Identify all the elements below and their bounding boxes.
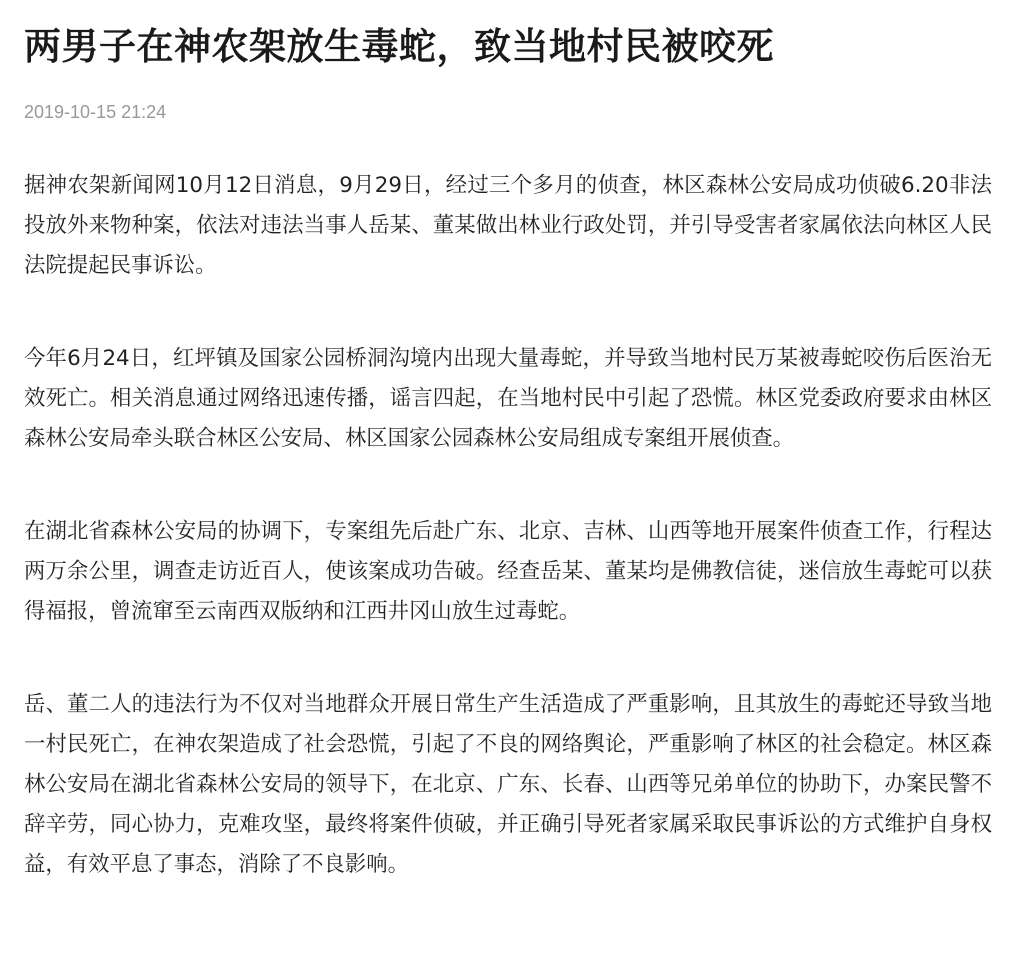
publish-timestamp: 2019-10-15 21:24: [24, 102, 167, 122]
article-paragraph: 岳、董二人的违法行为不仅对当地群众开展日常生产生活造成了严重影响，且其放生的毒蛇还导致当地一村民死亡，在神农架造成了社会恐慌，引起了不良的网络舆论，严重影响了林区的社会稳定。林区森林公安局在湖北省森林公安局的领导下，在北京、广东、长春、山西等兄弟单位的协助下，办案民警不辞辛劳，同心协力，克难攻坚，最终将案件侦破，并正确引导死者家属采取民事诉讼的方式维护自身权益，有效平息了事态，消除了不良影响。: [24, 692, 992, 877]
article: [24, 18, 992, 938]
article-paragraph: 在湖北省森林公安局的协调下，专案组先后赴广东、北京、吉林、山西等地开展案件侦查工作，行程达两万余公里，调查走访近百人，使该案成功告破。经查岳某、董某均是佛教信徒，迷信放生毒蛇可以获得福报，曾流窜至云南西双版纳和江西井冈山放生过毒蛇。: [24, 519, 992, 624]
article-paragraph: 今年6月24日，红坪镇及国家公园桥洞沟境内出现大量毒蛇，并导致当地村民万某被毒蛇咬伤后医治无效死亡。相关消息通过网络迅速传播，谣言四起，在当地村民中引起了恐慌。林区党委政府要求由林区森林公安局牵头联合林区公安局、林区国家公园森林公安局组成专案组开展侦查。: [24, 346, 992, 451]
article-body: [24, 166, 992, 885]
article-paragraph: 据神农架新闻网10月12日消息，9月29日，经过三个多月的侦查，林区森林公安局成功侦破6.20非法投放外来物种案，依法对违法当事人岳某、董某做出林业行政处罚，并引导受害者家属依法向林区人民法院提起民事诉讼。: [24, 173, 992, 278]
article-title: 两男子在神农架放生毒蛇，致当地村民被咬死: [24, 25, 774, 68]
